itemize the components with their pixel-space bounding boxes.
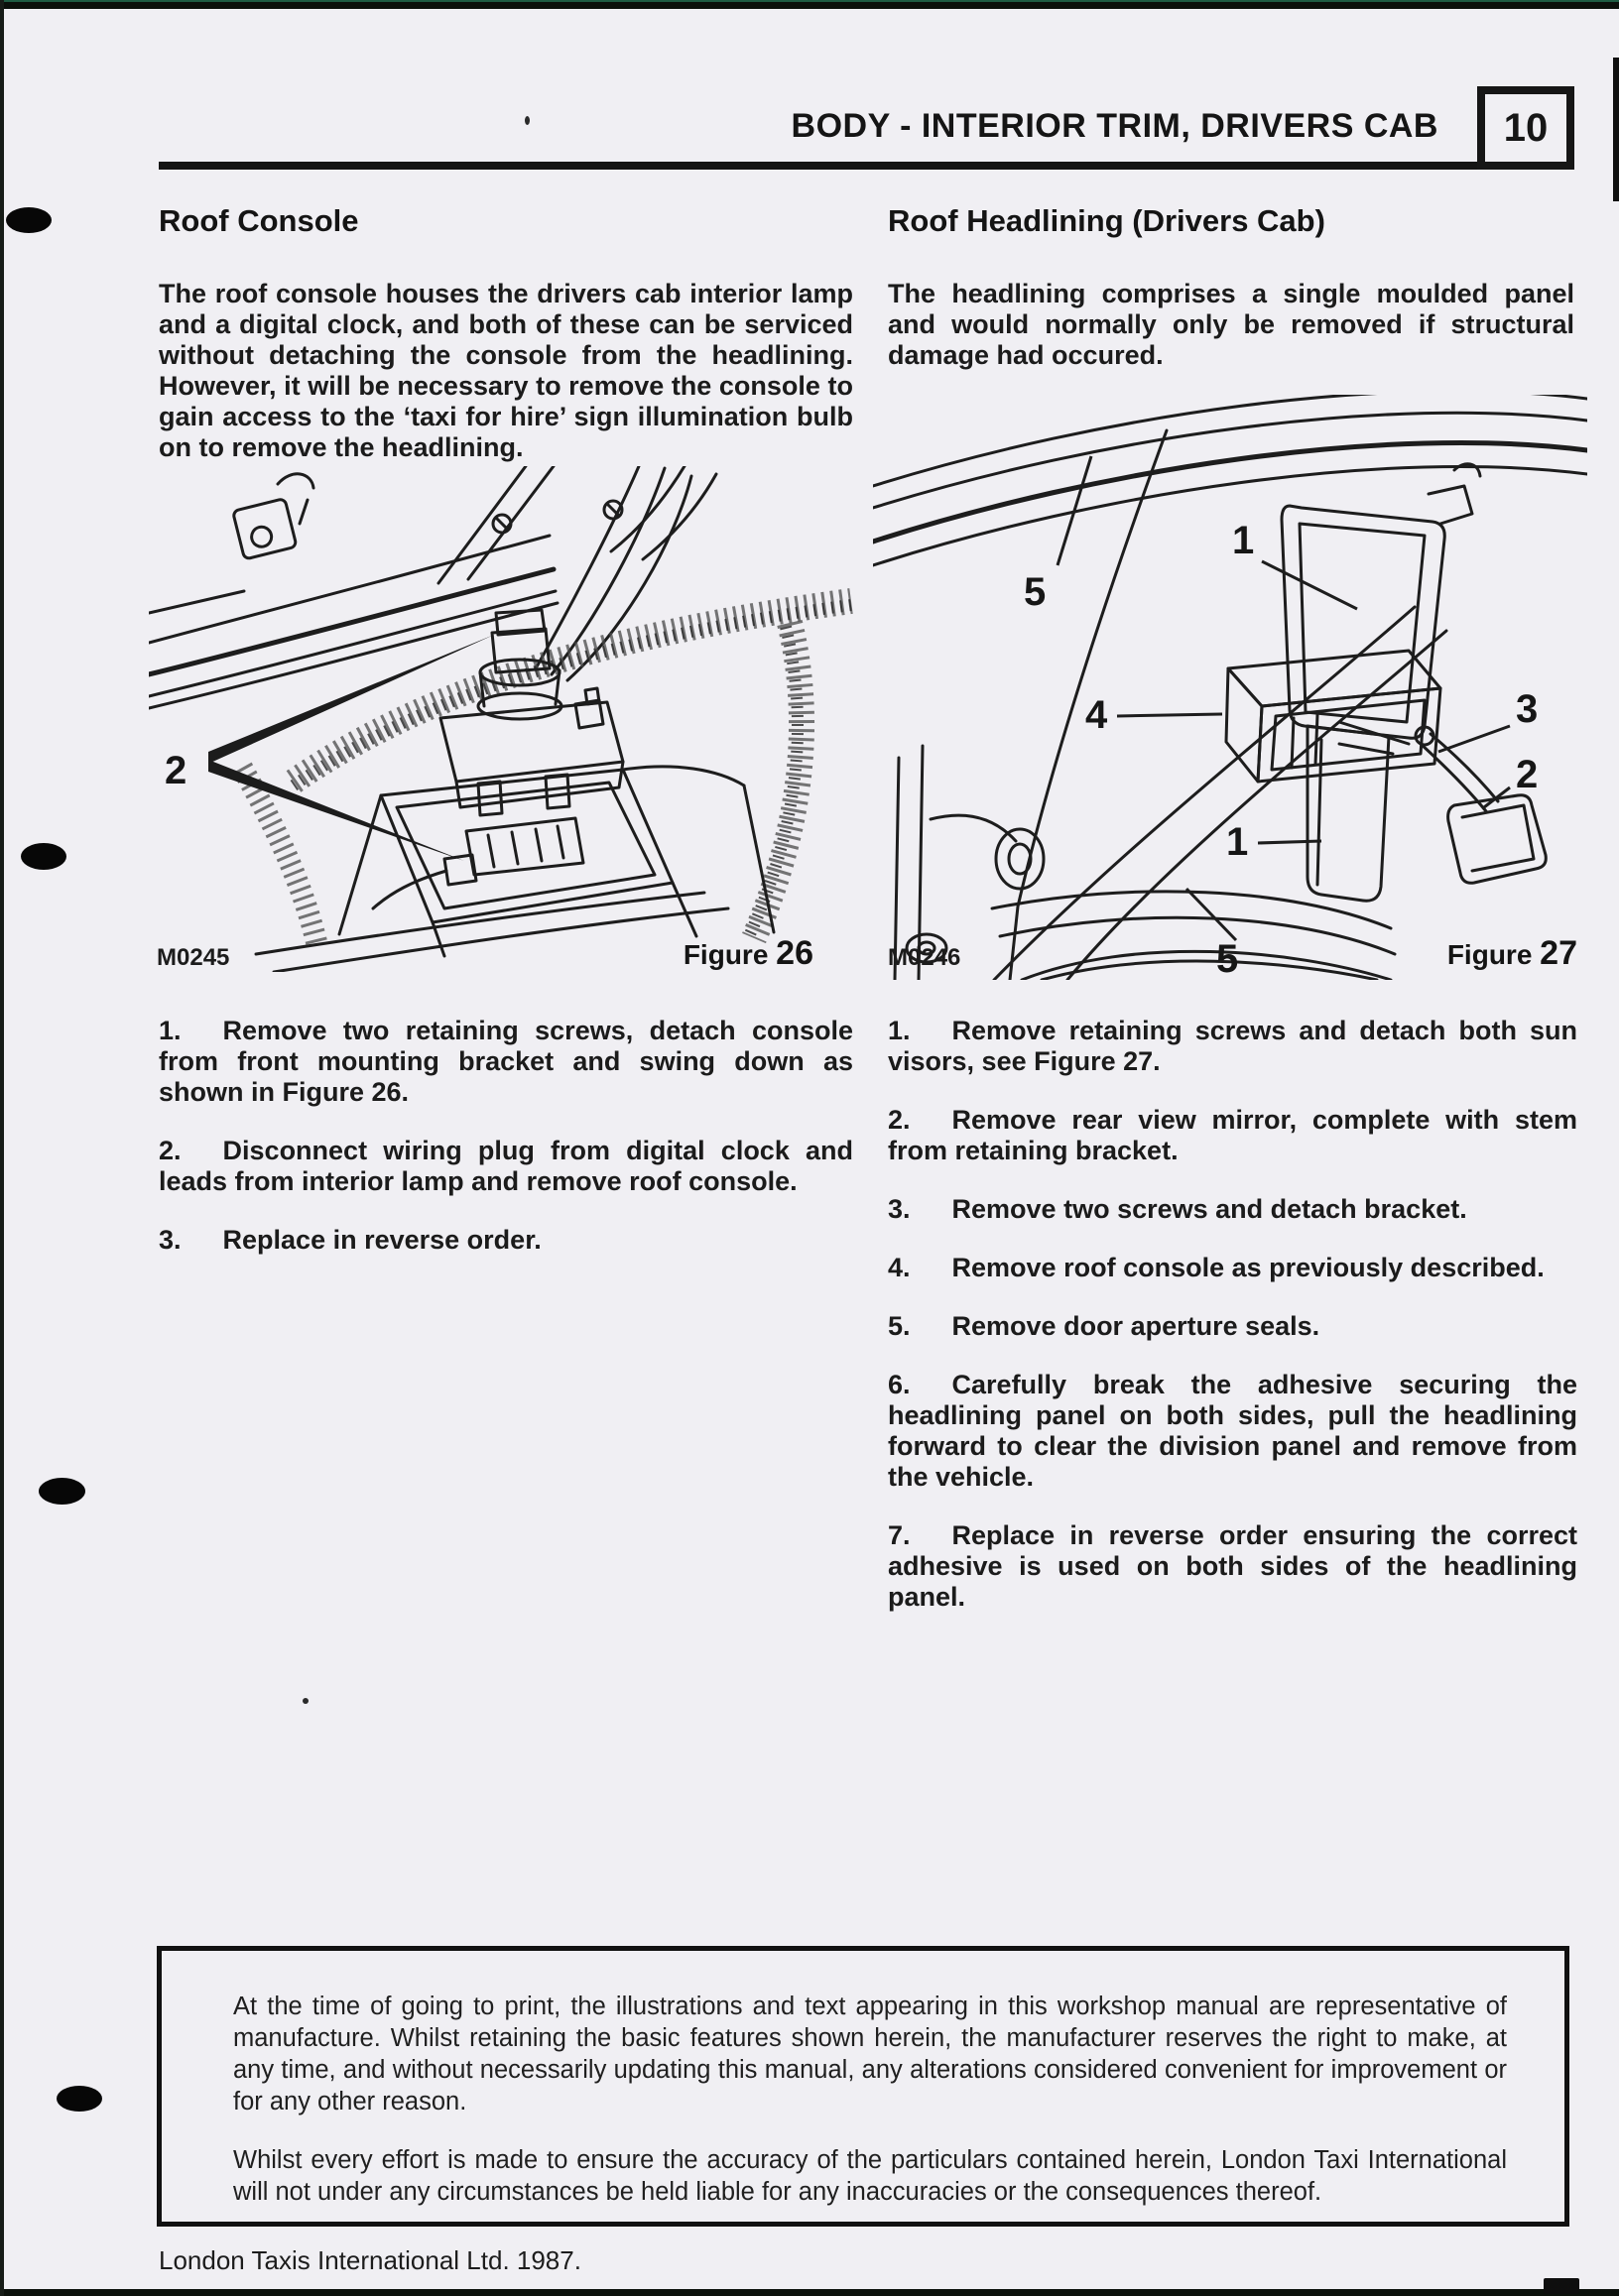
roof-headlining-intro: The headlining comprises a single moulded panel and would normally only be removed if structural damage had occured. xyxy=(888,279,1574,370)
disclaimer-paragraph: Whilst every effort is made to ensure the accuracy of the particulars contained herein, London Taxi International will not under any circumstances be held liable for any inaccuracies or the consequences thereof. xyxy=(233,2146,1507,2206)
step-number: 5. xyxy=(888,1311,911,1341)
roof-console-intro: The roof console houses the drivers cab interior lamp and a digital clock, and both of these can be serviced without detaching the console from the headlining. However, it will be necessary to remove the console to gain access to the ‘taxi for hire’ sign illumination bulb on to remove the headlining. xyxy=(159,279,853,462)
figure-26 xyxy=(149,466,853,972)
step-number: 3. xyxy=(159,1225,182,1255)
figure-callout: 1 xyxy=(1232,519,1255,562)
disclaimer-box xyxy=(157,1946,1569,2227)
section-heading-roof-console: Roof Console xyxy=(159,203,359,238)
scan-edge-left xyxy=(0,0,4,2296)
step-text: Remove roof console as previously described. xyxy=(951,1253,1545,1282)
disclaimer-text xyxy=(233,1991,1507,2235)
figure-callout: 5 xyxy=(1216,937,1239,980)
step-text: Disconnect wiring plug from digital clock and leads from interior lamp and remove roof console. xyxy=(159,1136,853,1196)
step-text: Replace in reverse order. xyxy=(222,1225,542,1255)
punch-hole xyxy=(39,1478,85,1505)
publisher-footer: London Taxis International Ltd. 1987. xyxy=(159,2245,581,2275)
step-item xyxy=(888,1194,1577,1225)
step-item xyxy=(888,1253,1577,1283)
step-number: 1. xyxy=(159,1016,182,1045)
figure-27-ref: M0246 xyxy=(888,944,961,971)
figure-callout: 2 xyxy=(1516,753,1539,796)
step-item xyxy=(159,1136,853,1197)
step-text: Replace in reverse order ensuring the correct adhesive is used on both sides of the headlining panel. xyxy=(888,1520,1577,1612)
scan-corner-mark xyxy=(1544,2278,1579,2294)
header-rule xyxy=(159,162,1478,170)
step-text: Remove two retaining screws, detach console from front mounting bracket and swing down as shown in Figure 26. xyxy=(159,1016,853,1107)
step-item xyxy=(888,1016,1577,1077)
punch-hole xyxy=(57,2086,102,2112)
figure-caption-label: Figure xyxy=(1446,939,1533,970)
step-number: 2. xyxy=(159,1136,182,1165)
step-number: 3. xyxy=(888,1194,911,1224)
step-text: Carefully break the adhesive securing the headlining panel on both sides, pull the headlining forward to clear the division panel and remove from the vehicle. xyxy=(888,1370,1577,1492)
figure-caption-label: Figure xyxy=(683,939,769,970)
figure-callout: 5 xyxy=(1024,570,1047,614)
scan-speck xyxy=(525,116,530,125)
step-item xyxy=(888,1105,1577,1166)
page-number: 10 xyxy=(1503,105,1549,150)
step-text: Remove door aperture seals. xyxy=(951,1311,1320,1341)
scan-edge-top xyxy=(0,0,1619,9)
step-number: 6. xyxy=(888,1370,911,1399)
step-number: 2. xyxy=(888,1105,911,1135)
roof-console-steps xyxy=(159,1016,853,1283)
step-item xyxy=(888,1520,1577,1613)
figure-26-ref: M0245 xyxy=(157,944,230,971)
section-heading-roof-headlining: Roof Headlining (Drivers Cab) xyxy=(888,203,1325,238)
disclaimer-paragraph: At the time of going to print, the illustrations and text appearing in this workshop manual are representative of manufacture. Whilst retaining the basic features shown herein, the manufacturer reserves the right to make, at any time, and without necessarily updating this manual, any alterations considered convenient for improvement or for any other reason. xyxy=(233,1993,1507,2115)
page-title: BODY - INTERIOR TRIM, DRIVERS CAB xyxy=(791,107,1438,145)
figure-27-caption xyxy=(1399,934,1577,973)
page-number-badge xyxy=(1477,86,1574,170)
scan-speck xyxy=(303,1698,309,1704)
step-item xyxy=(888,1370,1577,1493)
step-number: 7. xyxy=(888,1520,911,1550)
roof-edge-arcs xyxy=(873,395,1587,565)
figure-callout: 2 xyxy=(165,749,187,792)
figure-caption-number: 26 xyxy=(776,934,813,972)
step-number: 4. xyxy=(888,1253,911,1282)
door-aperture-seal xyxy=(992,892,1395,980)
figure-callout: 1 xyxy=(1226,820,1249,864)
figure-callout: 3 xyxy=(1516,687,1539,731)
scan-edge-right xyxy=(1613,58,1619,201)
step-item xyxy=(888,1311,1577,1342)
step-text: Remove rear view mirror, complete with stem from retaining bracket. xyxy=(888,1105,1577,1165)
figure-27 xyxy=(873,395,1587,980)
step-text: Remove two screws and detach bracket. xyxy=(951,1194,1467,1224)
step-number: 1. xyxy=(888,1016,911,1045)
step-text: Remove retaining screws and detach both sun visors, see Figure 27. xyxy=(888,1016,1577,1076)
figure-callout: 4 xyxy=(1085,693,1108,737)
punch-hole xyxy=(6,207,52,233)
figure-27-callouts xyxy=(1024,456,1538,980)
figure-27-line-art xyxy=(873,395,1587,980)
callout-2-group xyxy=(165,635,494,861)
step-item xyxy=(159,1225,853,1256)
punch-hole xyxy=(21,843,66,870)
figure-26-line-art xyxy=(149,466,853,972)
scan-edge-bottom xyxy=(0,2289,1619,2296)
mounting-clip xyxy=(233,498,297,559)
roof-headlining-steps xyxy=(888,1016,1577,1640)
step-item xyxy=(159,1016,853,1108)
figure-caption-number: 27 xyxy=(1540,934,1577,972)
clock-connector xyxy=(373,818,583,908)
figure-26-caption xyxy=(635,934,813,973)
